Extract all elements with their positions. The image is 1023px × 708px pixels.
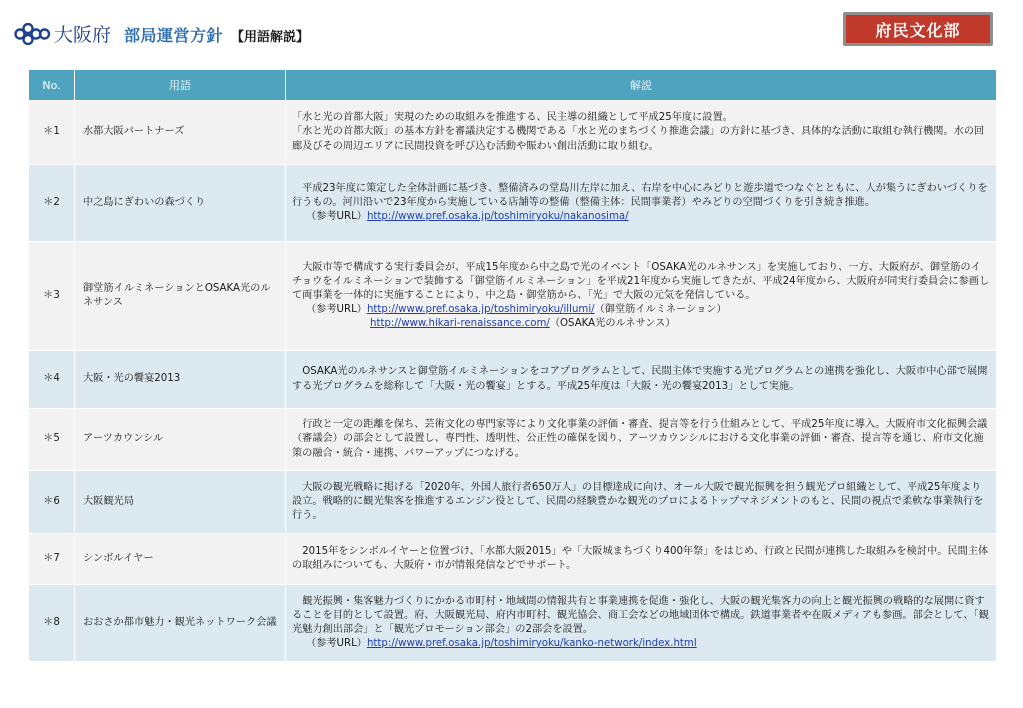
- row-number: ＊6: [29, 471, 75, 534]
- table-row: [29, 242, 997, 351]
- table-row: [29, 534, 997, 585]
- row-number: ＊4: [29, 351, 75, 409]
- reference-line: [292, 303, 990, 317]
- reference-link[interactable]: http://www.hikari-renaissance.com/: [370, 318, 550, 330]
- reference-label: （参考URL）: [306, 211, 367, 223]
- row-description: [286, 585, 997, 662]
- row-number: ＊5: [29, 409, 75, 471]
- reference-line: [292, 317, 990, 331]
- row-term: シンボルイヤー: [75, 534, 286, 585]
- description-text: 大阪の観光戦略に掲げる「2020年、外国人旅行者650万人」の目標達成に向け、オール大阪で観光振興を担う観光プロ組織として、平成25年度より設立。戦略的に観光集客を推進するエンジン役として、民間の経験豊かな観光のプロによるトップマネジメントのもと、民間の視点で柔軟な事業執行を行う。: [292, 481, 984, 522]
- row-number: ＊2: [29, 165, 75, 242]
- row-term: おおさか都市魅力・観光ネットワーク会議: [75, 585, 286, 662]
- glossary-table: [28, 69, 997, 662]
- row-term: 中之島にぎわいの森づくり: [75, 165, 286, 242]
- row-description: [286, 409, 997, 471]
- reference-line: [292, 637, 990, 651]
- table-header-row: [29, 70, 997, 101]
- reference-note: （OSAKA光のルネサンス）: [549, 318, 676, 330]
- reference-link[interactable]: http://www.pref.osaka.jp/toshimiryoku/nakanosima/: [366, 211, 629, 223]
- page-title-group: [124, 23, 309, 46]
- table-row: [29, 409, 997, 471]
- row-term: 御堂筋イルミネーションとOSAKA光のルネサンス: [75, 242, 286, 351]
- row-term: 大阪観光局: [75, 471, 286, 534]
- row-description: [286, 165, 997, 242]
- row-term: 大阪・光の饗宴2013: [75, 351, 286, 409]
- row-number: ＊7: [29, 534, 75, 585]
- row-term: 水都大阪パートナーズ: [75, 101, 286, 165]
- row-number: ＊1: [29, 101, 75, 165]
- column-header-no: No.: [29, 70, 75, 101]
- reference-label: （参考URL）: [306, 638, 367, 650]
- table-row: [29, 471, 997, 534]
- logo-text: 大阪府: [54, 24, 112, 46]
- reference-line: [292, 210, 990, 224]
- table-row: [29, 585, 997, 662]
- osaka-mark-icon: [14, 23, 52, 45]
- row-description: [286, 242, 997, 351]
- reference-label: （参考URL）: [306, 304, 367, 316]
- description-text: 2015年をシンボルイヤーと位置づけ、「水都大阪2015」や「大阪城まちづくり400年祭」をはじめ、行政と民間が連携した取組みを検討中。民間主体の取組みについても、大阪府・市が情報発信などでサポート。: [292, 545, 989, 571]
- reference-link[interactable]: http://www.pref.osaka.jp/toshimiryoku/illumi/: [366, 304, 595, 316]
- description-text: 大阪市等で構成する実行委員会が、平成15年度から中之島で光のイベント「OSAKA光のルネサンス」を実施しており、一方、大阪府が、御堂筋のイチョウをイルミネーションで装飾する「御堂筋イルミネーション」を平成21年度から実施してきたが、平成24年度から、大阪府が同実行委員会に参画して両事業を一体的に実施することにより、中之島・御堂筋から、「光」で大阪の元気を発信している。: [292, 261, 990, 301]
- row-description: [286, 534, 997, 585]
- column-header-term: 用語: [75, 70, 286, 101]
- reference-note: （御堂筋イルミネーション）: [594, 304, 727, 316]
- description-line: 「水と光の首都大阪」の基本方針を審議決定する機関である「水と光のまちづくり推進会議」の方針に基づき、具体的な活動に取組む執行機関。水の回廊及びその周辺エリアに民間投資を呼び込む活動や賑わい創出活動に取り組む。: [292, 126, 985, 152]
- table-row: [29, 165, 997, 242]
- prefecture-logo: [14, 20, 111, 47]
- page-title: 部局運営方針: [124, 26, 224, 45]
- description-text: OSAKA光のルネサンスと御堂筋イルミネーションをコアプログラムとして、民間主体で実施する光プログラムとの連携を強化し、大阪市中心部で展開する光プログラムを総称して「大阪・光の饗宴」とする。平成25年度は「大阪・光の饗宴2013」として実施。: [292, 366, 988, 392]
- reference-link[interactable]: http://www.pref.osaka.jp/toshimiryoku/kanko-network/index.html: [366, 638, 697, 650]
- row-description: [286, 101, 997, 165]
- page-subtitle: 【用語解説】: [231, 30, 310, 45]
- table-row: [29, 101, 997, 165]
- row-number: ＊8: [29, 585, 75, 662]
- column-header-description: 解説: [286, 70, 997, 101]
- row-description: [286, 471, 997, 534]
- description-line: 「水と光の首都大阪」実現のための取組みを推進する、民主導の組織として平成25年度に設置。: [292, 112, 733, 124]
- description-text: 平成23年度に策定した全体計画に基づき、整備済みの堂島川左岸に加え、右岸を中心にみどりと遊歩道でつなぐとともに、人が集うにぎわいづくりを行うもの。河川沿いで23年度から実施している店舗等の整備（整備主体：民間事業者）やみどりの空間づくりを引き続き推進。: [292, 182, 988, 208]
- description-text: 行政と一定の距離を保ち、芸術文化の専門家等により文化事業の評価・審査、提言等を行う仕組みとして、平成25年度に導入。大阪府市文化振興会議（審議会）の部会として設置し、専門性、透明性、公正性の確保を図り、アーツカウンシルにおける文化事業の評価・審査、提言等を通じ、府市文化施策の融合・統合・連携、パワーアップにつなげる。: [292, 419, 988, 459]
- row-term: アーツカウンシル: [75, 409, 286, 471]
- department-badge: 府民文化部: [843, 12, 993, 46]
- row-description: [286, 351, 997, 409]
- description-text: 観光振興・集客魅力づくりにかかる市町村・地域間の情報共有と事業連携を促進・強化し、大阪の観光集客力の向上と観光振興の戦略的な展開に資することを目的として設置。府、大阪観光局、府内市町村、観光協会、商工会などの地域団体で構成。鉄道事業者や在阪メディアも参画。部会として、「観光魅力創出部会」と「観光プロモーション部会」の2部会を設置。: [292, 595, 989, 635]
- row-number: ＊3: [29, 242, 75, 351]
- table-row: [29, 351, 997, 409]
